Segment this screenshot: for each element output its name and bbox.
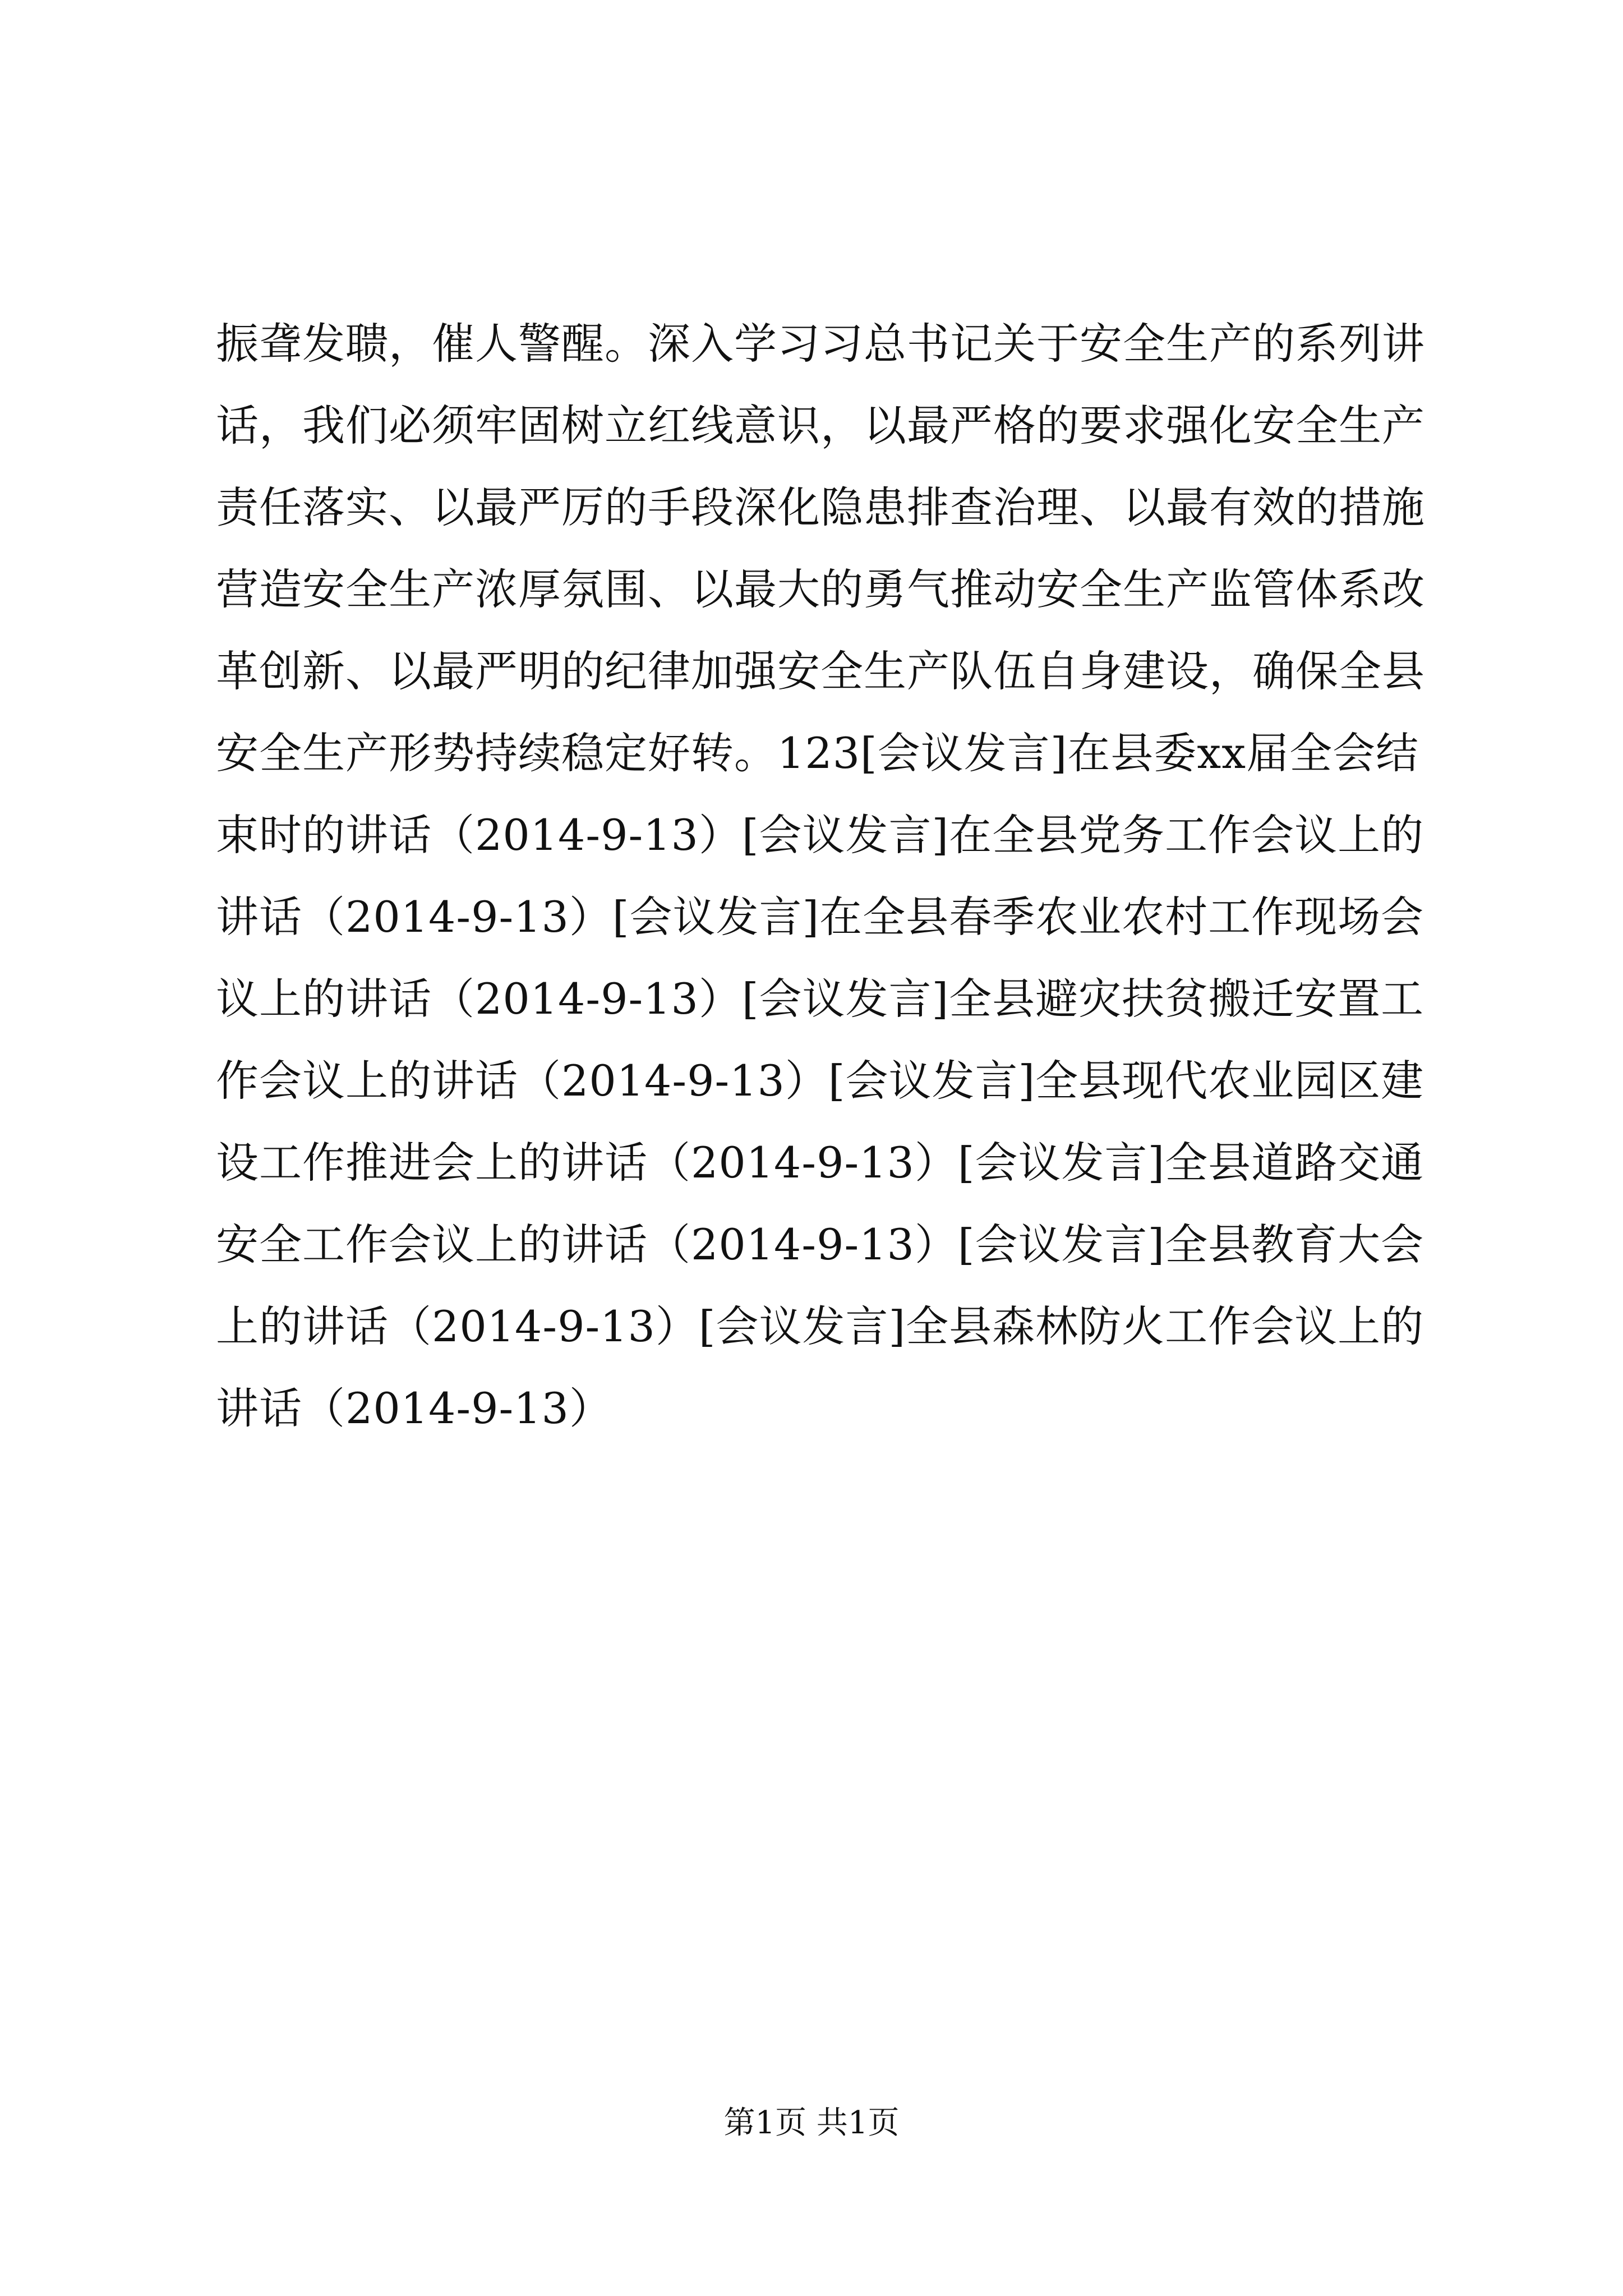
text-line: 安全生产形势持续稳定好转。123[会议发言]在县委xx届全会结	[216, 728, 1419, 778]
page-footer: 第1页 共1页	[723, 2105, 900, 2141]
text-line: 作会议上的讲话（2014-9-13）[会议发言]全县现代农业园区建	[216, 1056, 1424, 1106]
text-line: 设工作推进会上的讲话（2014-9-13）[会议发言]全县道路交通	[216, 1138, 1424, 1188]
text-line: 话，我们必须牢固树立红线意识，以最严格的要求强化安全生产	[216, 401, 1425, 450]
text-line: 议上的讲话（2014-9-13）[会议发言]全县避灾扶贫搬迁安置工	[216, 974, 1424, 1024]
text-line: 束时的讲话（2014-9-13）[会议发言]在全县党务工作会议上的	[216, 810, 1424, 860]
text-line: 安全工作会议上的讲话（2014-9-13）[会议发言]全县教育大会	[216, 1220, 1424, 1269]
text-line: 振聋发聩，催人警醒。深入学习习总书记关于安全生产的系列讲	[216, 319, 1425, 369]
text-line: 责任落实、以最严厉的手段深化隐患排查治理、以最有效的措施	[216, 482, 1425, 532]
body-paragraph	[216, 303, 1425, 1450]
text-line: 讲话（2014-9-13）	[216, 1383, 612, 1433]
text-line: 讲话（2014-9-13）[会议发言]在全县春季农业农村工作现场会	[216, 892, 1424, 942]
text-line: 营造安全生产浓厚氛围、以最大的勇气推动安全生产监管体系改	[216, 564, 1425, 614]
text-line: 上的讲话（2014-9-13）[会议发言]全县森林防火工作会议上的	[216, 1301, 1424, 1351]
text-line: 革创新、以最严明的纪律加强安全生产队伍自身建设，确保全县	[216, 646, 1425, 696]
